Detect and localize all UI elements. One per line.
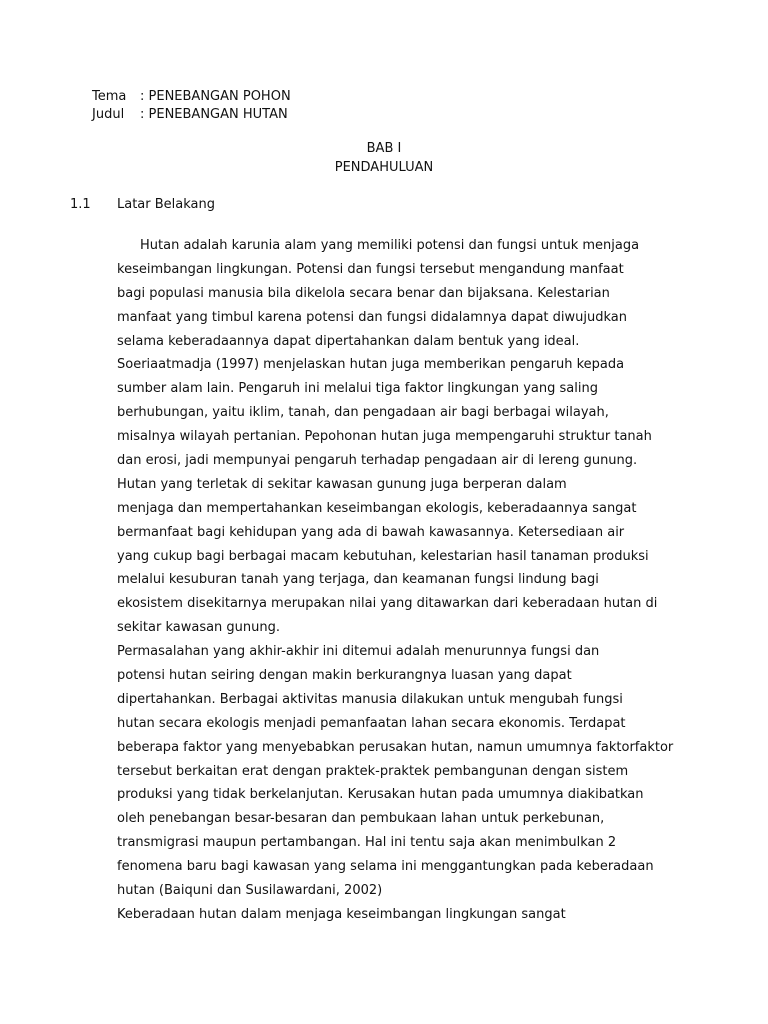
body-line: selama keberadaannya dapat dipertahankan dalam bentuk yang ideal.: [117, 333, 580, 349]
body-line: hutan secara ekologis menjadi pemanfaatan lahan secara ekonomis. Terdapat: [117, 715, 626, 731]
body-line: hutan (Baiquni dan Susilawardani, 2002): [117, 883, 383, 899]
body-line: keseimbangan lingkungan. Potensi dan fungsi tersebut mengandung manfaat: [117, 261, 624, 277]
body-line: bermanfaat bagi kehidupan yang ada di bawah kawasannya. Ketersediaan air: [117, 524, 625, 540]
body-line: Keberadaan hutan dalam menjaga keseimbangan lingkungan sangat: [117, 906, 566, 922]
body-line: manfaat yang timbul karena potensi dan fungsi didalamnya dapat diwujudkan: [117, 309, 627, 325]
meta-row-tema: [92, 88, 291, 106]
section-title: Latar Belakang: [117, 197, 216, 212]
body-line: menjaga dan mempertahankan keseimbangan ekologis, keberadaannya sangat: [117, 500, 637, 516]
body-text: [117, 234, 757, 927]
body-line: oleh penebangan besar-besaran dan pembukaan lahan untuk perkebunan,: [117, 811, 605, 827]
body-line: Soeriaatmadja (1997) menjelaskan hutan juga memberikan pengaruh kepada: [117, 357, 625, 373]
meta-row-judul: [92, 106, 291, 124]
body-line: ekosistem disekitarnya merupakan nilai yang ditawarkan dari keberadaan hutan di: [117, 596, 658, 612]
meta-judul-value: : PENEBANGAN HUTAN: [140, 107, 288, 122]
chapter-label: BAB I: [366, 141, 402, 156]
meta-tema-value: : PENEBANGAN POHON: [140, 89, 291, 104]
chapter-title: PENDAHULUAN: [334, 160, 434, 175]
body-line: sumber alam lain. Pengaruh ini melalui tiga faktor lingkungan yang saling: [117, 381, 598, 397]
body-line: produksi yang tidak berkelanjutan. Kerusakan hutan pada umumnya diakibatkan: [117, 787, 644, 803]
body-line: Hutan adalah karunia alam yang memiliki potensi dan fungsi untuk menjaga: [140, 238, 640, 253]
meta-tema-label: Tema: [92, 89, 127, 104]
body-line: transmigrasi maupun pertambangan. Hal ini tentu saja akan menimbulkan 2: [117, 835, 617, 851]
section-number: 1.1: [70, 197, 91, 212]
body-line: yang cukup bagi berbagai macam kebutuhan, kelestarian hasil tanaman produksi: [117, 548, 649, 564]
body-line: dan erosi, jadi mempunyai pengaruh terhadap pengadaan air di lereng gunung.: [117, 453, 638, 469]
meta-judul-label: Judul: [92, 107, 125, 122]
body-line: dipertahankan. Berbagai aktivitas manusia dilakukan untuk mengubah fungsi: [117, 691, 623, 707]
body-line: Hutan yang terletak di sekitar kawasan gunung juga berperan dalam: [117, 476, 567, 492]
body-line: melalui kesuburan tanah yang terjaga, dan keamanan fungsi lindung bagi: [117, 572, 599, 588]
body-line: berhubungan, yaitu iklim, tanah, dan pengadaan air bagi berbagai wilayah,: [117, 405, 609, 421]
body-line: tersebut berkaitan erat dengan praktek-praktek pembangunan dengan sistem: [117, 763, 629, 779]
body-line: beberapa faktor yang menyebabkan perusakan hutan, namun umumnya faktorfaktor: [117, 739, 674, 755]
body-line: misalnya wilayah pertanian. Pepohonan hutan juga mempengaruhi struktur tanah: [117, 429, 652, 445]
document-meta: [92, 88, 291, 124]
body-line: bagi populasi manusia bila dikelola secara benar dan bijaksana. Kelestarian: [117, 285, 610, 301]
body-line: Permasalahan yang akhir-akhir ini ditemui adalah menurunnya fungsi dan: [117, 644, 600, 660]
body-line: fenomena baru bagi kawasan yang selama ini menggantungkan pada keberadaan: [117, 859, 654, 875]
body-line: potensi hutan seiring dengan makin berkurangnya luasan yang dapat: [117, 668, 572, 684]
body-line: sekitar kawasan gunung.: [117, 620, 281, 636]
section-heading: [70, 196, 215, 214]
